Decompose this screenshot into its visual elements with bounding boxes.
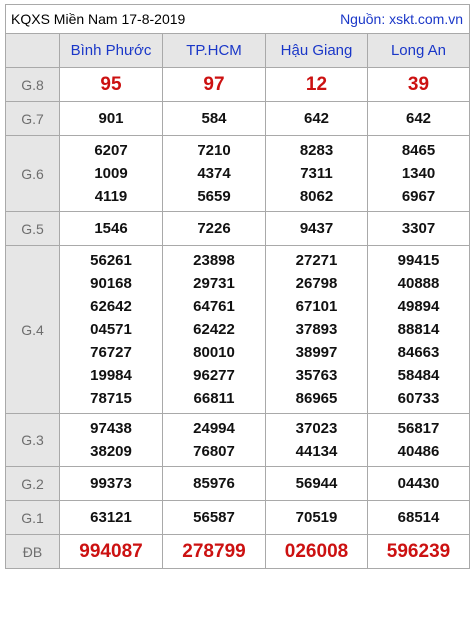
prize-cell bbox=[266, 414, 368, 467]
prize-number: 68514 bbox=[397, 509, 440, 526]
prize-number: 7210 bbox=[197, 142, 231, 159]
prize-number: 278799 bbox=[182, 541, 246, 562]
prize-cell bbox=[266, 501, 368, 535]
prize-number: 37893 bbox=[295, 321, 338, 338]
prize-number: 88814 bbox=[397, 321, 440, 338]
prize-cell bbox=[163, 501, 266, 535]
prize-row bbox=[6, 501, 470, 535]
prize-label: G.8 bbox=[6, 68, 60, 102]
prize-number: 7311 bbox=[300, 165, 333, 182]
prize-cell bbox=[368, 414, 470, 467]
prize-number: 3307 bbox=[401, 220, 436, 237]
prize-number: 6207 bbox=[94, 142, 128, 159]
prize-number: 19984 bbox=[90, 367, 132, 384]
prize-cell bbox=[368, 467, 470, 501]
prize-number: 23898 bbox=[193, 252, 235, 269]
prize-number: 1340 bbox=[401, 165, 436, 182]
prize-number: 37023 bbox=[295, 420, 338, 437]
prize-number: 99415 bbox=[397, 252, 440, 269]
prize-cell bbox=[163, 414, 266, 467]
prize-number: 78715 bbox=[90, 390, 132, 407]
prize-number: 80010 bbox=[193, 344, 235, 361]
prize-row bbox=[6, 414, 470, 467]
prize-number: 5659 bbox=[197, 188, 231, 205]
prize-cell bbox=[163, 102, 266, 136]
title-row bbox=[6, 5, 470, 34]
province-header[interactable]: Long An bbox=[368, 34, 470, 68]
prize-number: 8283 bbox=[299, 142, 334, 159]
prize-cell bbox=[60, 246, 163, 414]
prize-number: 95 bbox=[100, 74, 122, 95]
prize-cell bbox=[60, 501, 163, 535]
prize-number: 56944 bbox=[295, 475, 338, 492]
prize-number: 67101 bbox=[295, 298, 338, 315]
corner-cell bbox=[6, 34, 60, 68]
prize-row bbox=[6, 246, 470, 414]
prize-number: 38209 bbox=[90, 443, 132, 460]
prize-cell bbox=[368, 501, 470, 535]
prize-number: 642 bbox=[405, 110, 432, 127]
prize-label: ĐB bbox=[6, 535, 60, 569]
prize-cell bbox=[163, 467, 266, 501]
prize-number: 35763 bbox=[295, 367, 338, 384]
prize-number: 596239 bbox=[386, 541, 451, 562]
prize-label: G.3 bbox=[6, 414, 60, 467]
prize-cell bbox=[163, 246, 266, 414]
prize-cell bbox=[266, 246, 368, 414]
prize-label: G.5 bbox=[6, 212, 60, 246]
prize-number: 4119 bbox=[94, 188, 128, 205]
prize-number: 58484 bbox=[397, 367, 440, 384]
prize-number: 49894 bbox=[397, 298, 440, 315]
prize-cell bbox=[266, 136, 368, 212]
prize-row bbox=[6, 68, 470, 102]
prize-cell bbox=[163, 68, 266, 102]
prize-cell bbox=[163, 136, 266, 212]
prize-cell bbox=[368, 136, 470, 212]
prize-number: 40486 bbox=[397, 443, 440, 460]
page-title: KQXS Miền Nam 17-8-2019 bbox=[6, 5, 266, 34]
prize-row bbox=[6, 136, 470, 212]
prize-number: 62422 bbox=[193, 321, 235, 338]
prize-number: 8062 bbox=[299, 188, 334, 205]
province-header-row bbox=[6, 34, 470, 68]
prize-cell bbox=[266, 467, 368, 501]
prize-number: 39 bbox=[407, 74, 430, 95]
prize-number: 60733 bbox=[397, 390, 440, 407]
prize-label: G.4 bbox=[6, 246, 60, 414]
prize-number: 62642 bbox=[90, 298, 132, 315]
prize-number: 99373 bbox=[90, 475, 132, 492]
prize-cell bbox=[266, 535, 368, 569]
prize-label: G.7 bbox=[6, 102, 60, 136]
prize-number: 1009 bbox=[94, 165, 128, 182]
prize-number: 4374 bbox=[197, 165, 231, 182]
prize-number: 38997 bbox=[295, 344, 338, 361]
prize-number: 6967 bbox=[401, 188, 436, 205]
prize-row bbox=[6, 467, 470, 501]
results-container bbox=[5, 4, 469, 569]
prize-cell bbox=[368, 535, 470, 569]
prize-cell bbox=[368, 102, 470, 136]
prize-number: 76727 bbox=[90, 344, 132, 361]
province-header[interactable]: Bình Phước bbox=[60, 34, 163, 68]
prize-number: 8465 bbox=[401, 142, 436, 159]
prize-cell bbox=[368, 68, 470, 102]
prize-number: 56817 bbox=[397, 420, 440, 437]
prize-number: 584 bbox=[201, 110, 227, 127]
prize-number: 1546 bbox=[94, 220, 128, 237]
prize-number: 026008 bbox=[284, 541, 349, 562]
prize-cell bbox=[266, 212, 368, 246]
prize-number: 84663 bbox=[397, 344, 440, 361]
prize-number: 56261 bbox=[90, 252, 132, 269]
prize-cell bbox=[60, 212, 163, 246]
province-header[interactable]: TP.HCM bbox=[163, 34, 266, 68]
prize-cell bbox=[60, 136, 163, 212]
prize-number: 27271 bbox=[295, 252, 338, 269]
prize-cell bbox=[60, 535, 163, 569]
prize-cell bbox=[163, 212, 266, 246]
prize-cell bbox=[163, 535, 266, 569]
lottery-results-table bbox=[5, 4, 470, 569]
prize-cell bbox=[60, 467, 163, 501]
prize-number: 86965 bbox=[295, 390, 338, 407]
prize-number: 12 bbox=[305, 74, 328, 95]
prize-row bbox=[6, 212, 470, 246]
prize-number: 44134 bbox=[295, 443, 338, 460]
prize-row bbox=[6, 535, 470, 569]
prize-cell bbox=[368, 212, 470, 246]
prize-number: 04571 bbox=[90, 321, 132, 338]
prize-cell bbox=[368, 246, 470, 414]
province-header[interactable]: Hậu Giang bbox=[266, 34, 368, 68]
prize-number: 96277 bbox=[193, 367, 235, 384]
prize-cell bbox=[60, 414, 163, 467]
prize-cell bbox=[266, 102, 368, 136]
prize-number: 97 bbox=[203, 74, 225, 95]
prize-label: G.6 bbox=[6, 136, 60, 212]
prize-number: 66811 bbox=[193, 390, 235, 407]
prize-number: 24994 bbox=[193, 420, 235, 437]
prize-number: 63121 bbox=[90, 509, 132, 526]
prize-number: 9437 bbox=[299, 220, 334, 237]
prize-number: 29731 bbox=[193, 275, 235, 292]
prize-number: 97438 bbox=[90, 420, 132, 437]
prize-number: 90168 bbox=[90, 275, 132, 292]
prize-number: 994087 bbox=[79, 541, 143, 562]
prize-number: 642 bbox=[303, 110, 330, 127]
prize-label: G.2 bbox=[6, 467, 60, 501]
prize-number: 64761 bbox=[193, 298, 235, 315]
prize-number: 26798 bbox=[295, 275, 338, 292]
prize-number: 76807 bbox=[193, 443, 235, 460]
prize-row bbox=[6, 102, 470, 136]
prize-cell bbox=[266, 68, 368, 102]
prize-number: 40888 bbox=[397, 275, 440, 292]
prize-number: 04430 bbox=[397, 475, 440, 492]
prize-cell bbox=[60, 68, 163, 102]
prize-number: 901 bbox=[98, 110, 124, 127]
prize-number: 7226 bbox=[197, 220, 231, 237]
prize-number: 85976 bbox=[193, 475, 235, 492]
prize-number: 56587 bbox=[193, 509, 235, 526]
prize-cell bbox=[60, 102, 163, 136]
prize-label: G.1 bbox=[6, 501, 60, 535]
source-link[interactable]: Nguồn: xskt.com.vn bbox=[266, 5, 470, 34]
prize-number: 70519 bbox=[295, 509, 338, 526]
